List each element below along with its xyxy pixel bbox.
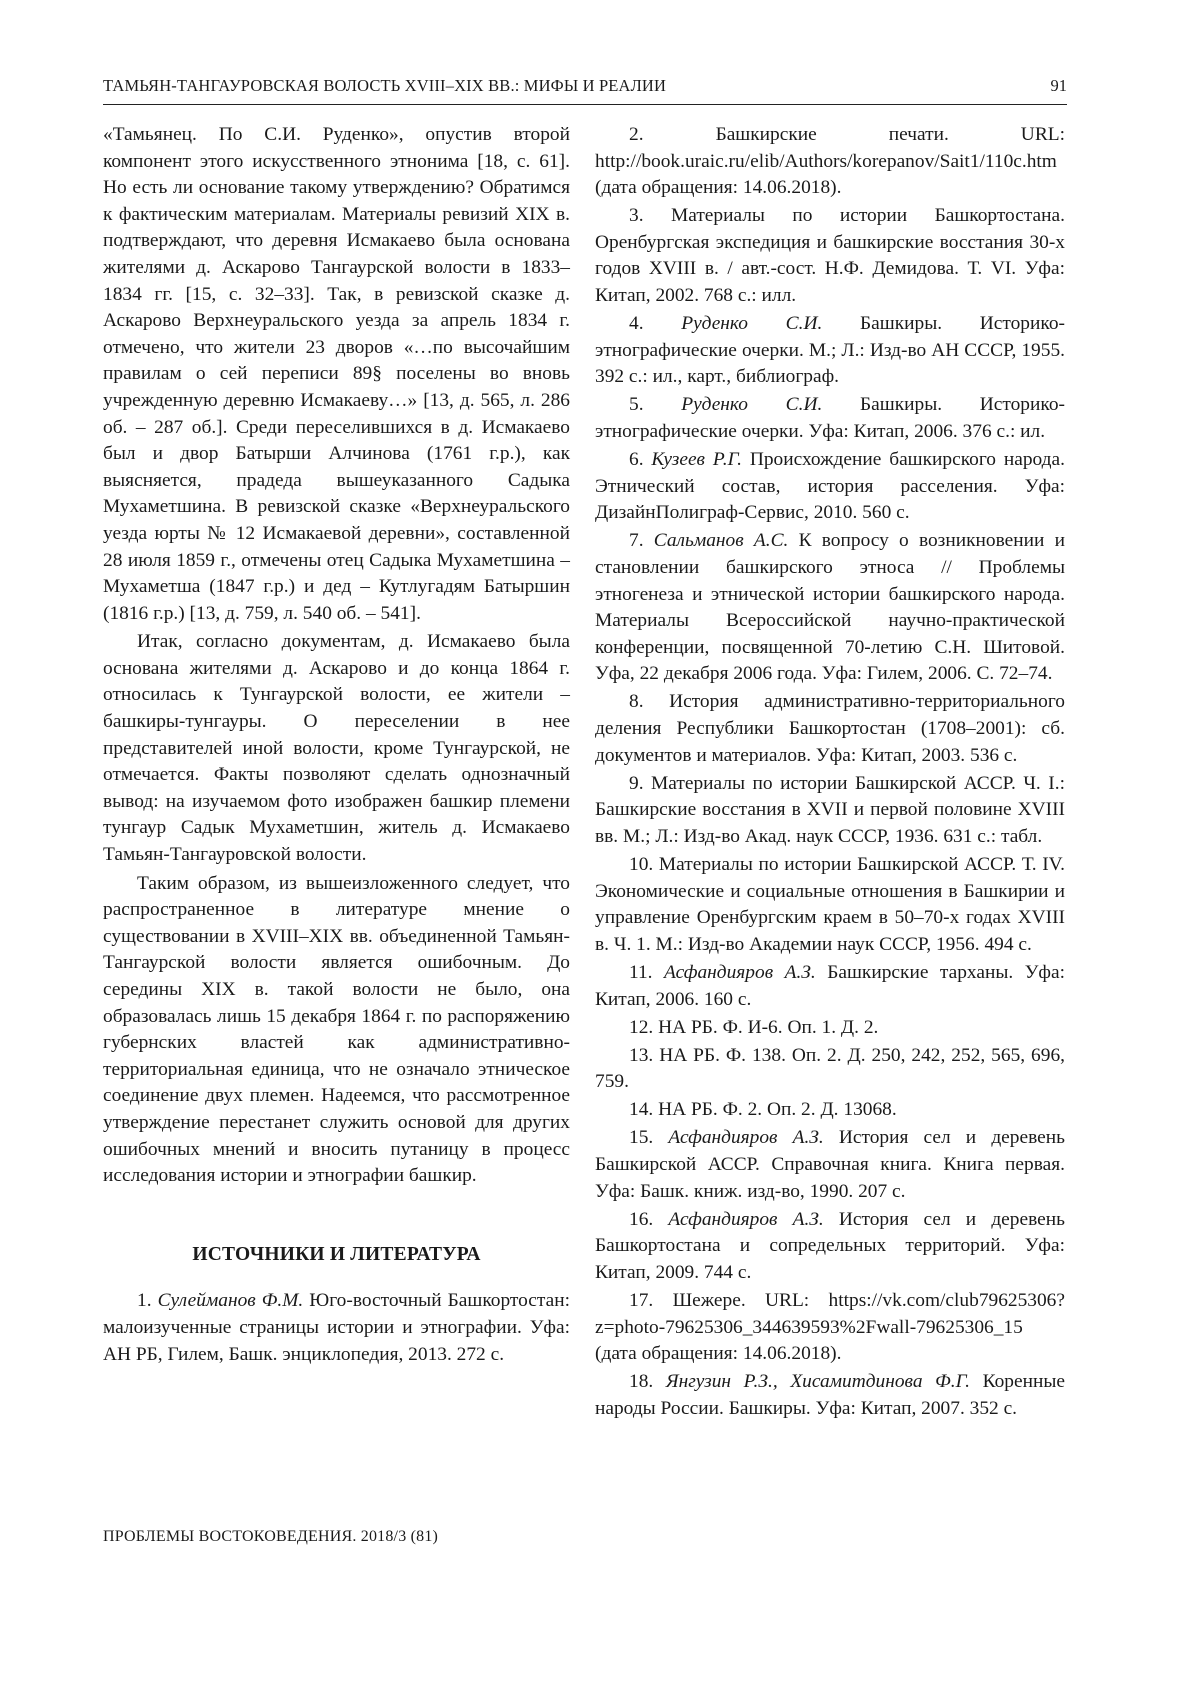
reference-author: Янгузин Р.З., Хисамитдинова Ф.Г.	[665, 1371, 971, 1393]
reference-number: 7.	[629, 530, 644, 552]
reference-text: Материалы по истории Башкирской АССР. Ч. I.: Башкирские восстания в XVII и первой половине XVIII вв. М.; Л.: Изд-во Акад. наук СССР, 1936. 631 с.: табл.	[595, 772, 1065, 847]
reference-number: 6.	[629, 449, 644, 471]
reference-item	[595, 1288, 1065, 1368]
reference-list-right	[595, 122, 1065, 1423]
reference-author: Сулейманов Ф.М.	[157, 1290, 304, 1312]
reference-item	[595, 1369, 1065, 1422]
reference-author: Асфандияров А.З.	[664, 961, 816, 983]
journal-footer: ПРОБЛЕМЫ ВОСТОКОВЕДЕНИЯ. 2018/3 (81)	[103, 1528, 439, 1545]
reference-text: Башкирские печати. URL: http://book.uraic.ru/elib/Authors/korepanov/Sait1/110c.htm (дата обращения: 14.06.2018).	[595, 124, 1065, 199]
running-header	[103, 76, 1067, 105]
reference-author: Сальманов А.С.	[653, 530, 789, 552]
reference-text: К вопросу о возникновении и становлении башкирского этноса // Проблемы этногенеза и этнической истории башкирского народа. Материалы Всероссийской научно-практической конференции, посвященной 70-летию С.Н. Шитовой. Уфа, 22 декабря 2006 года. Уфа: Гилем, 2006. С. 72–74.	[595, 530, 1065, 685]
reference-item	[595, 122, 1065, 202]
reference-text: Башкиры. Историко-этнографические очерки. М.; Л.: Изд-во АН СССР, 1955. 392 с.: ил., карт., библиограф.	[595, 313, 1065, 388]
body-paragraph: «Тамьянец. По С.И. Руденко», опустив второй компонент этого искусственного этнонима [18, с. 61]. Но есть ли основание такому утверждению? Обратимся к фактическим материалам. Материалы ревизий XIX в. подтверждают, что деревня Исмакаево была основана жителями д. Аскарово Тангаурской волости в 1833–1834 гг. [15, с. 32–33]. Так, в ревизской сказке д. Аскарово Верхнеуральского уезда за апрель 1834 г. отмечено, что жители 23 дворов «…по высочайшим правилам о сей переписи 89§ поселены во вновь учрежденную деревню Исмакаеву…» [13, д. 565, л. 286 об. – 287 об.]. Среди переселившихся в д. Исмакаево был и двор Батырши Алчинова (1761 г.р.), как выясняется, прадеда вышеуказанного Садыка Мухаметшина. В ревизской сказке «Верхнеуральского уезда юрты № 12 Исмакаевой деревни», составленной 28 июля 1859 г., отмечены отец Садыка Мухаметшина – Мухаметша (1847 г.р.) и дед – Кутлугадям Батыршин (1816 г.р.) [13, д. 759, л. 540 об. – 541].	[103, 124, 570, 624]
reference-number: 9.	[629, 772, 644, 794]
body-paragraph: Итак, согласно документам, д. Исмакаево была основана жителями д. Аскарово и до конца 1864 г. относилась к Тунгаурской волости, ее жители – башкиры-тунгауры. О переселении в нее представителей иной волости, кроме Тунгаурской, не отмечается. Факты позволяют сделать однозначный вывод: на изучаемом фото изображен башкир племени тунгаур Садык Мухаметшин, житель д. Исмакаево Тамьян-Тангауровской волости.	[103, 631, 570, 866]
reference-item	[595, 311, 1065, 391]
reference-number: 14.	[629, 1099, 654, 1121]
reference-text: НА РБ. Ф. И-6. Оп. 1. Д. 2.	[658, 1016, 879, 1038]
reference-item	[595, 689, 1065, 769]
reference-text: НА РБ. Ф. 138. Оп. 2. Д. 250, 242, 252, 565, 696, 759.	[595, 1044, 1065, 1093]
reference-item	[595, 1015, 1065, 1042]
reference-author: Руденко С.И.	[681, 313, 823, 335]
reference-item	[595, 392, 1065, 445]
reference-item	[595, 1097, 1065, 1124]
reference-item	[595, 852, 1065, 958]
reference-text: Материалы по истории Башкирской АССР. Т. IV. Экономические и социальные отношения в Башкирии и управление Оренбургским краем в 50–70-х годах XVIII в. Ч. 1. М.: Изд-во Академии наук СССР, 1956. 494 с.	[595, 854, 1065, 955]
reference-item	[595, 1043, 1065, 1096]
reference-item	[595, 447, 1065, 527]
reference-text: История сел и деревень Башкирской АССР. Справочная книга. Книга первая. Уфа: Башк. книж. изд-во, 1990. 207 с.	[595, 1127, 1065, 1202]
reference-text: Башкиры. Историко-этнографические очерки. Уфа: Китап, 2006. 376 с.: ил.	[595, 394, 1065, 443]
reference-number: 12.	[629, 1016, 654, 1038]
reference-text: Происхождение башкирского народа. Этнический состав, история расселения. Уфа: ДизайнПолиграф-Сервис, 2010. 560 с.	[595, 449, 1065, 524]
reference-item	[595, 1125, 1065, 1205]
reference-number: 10.	[629, 854, 654, 876]
reference-text: Башкирские тарханы. Уфа: Китап, 2006. 160 с.	[595, 961, 1065, 1010]
sources-heading: ИСТОЧНИКИ И ЛИТЕРАТУРА	[192, 1243, 481, 1265]
reference-author: Кузеев Р.Г.	[651, 449, 742, 471]
reference-number: 4.	[629, 313, 644, 335]
reference-text: Материалы по истории Башкортостана. Оренбургская экспедиция и башкирские восстания 30-х годов XVIII в. / авт.-сост. Н.Ф. Демидова. Т. VI. Уфа: Китап, 2002. 768 с.: илл.	[595, 205, 1065, 307]
reference-text: НА РБ. Ф. 2. Оп. 2. Д. 13068.	[658, 1099, 897, 1121]
reference-text: История административно-территориального деления Республики Башкортостан (1708–2001): сб. документов и материалов. Уфа: Китап, 2003. 536 с.	[595, 691, 1065, 766]
reference-text: Шежере. URL: https://vk.com/club79625306?z=photo-79625306_344639593%2Fwall-79625306_15 (дата обращения: 14.06.2018).	[595, 1290, 1065, 1365]
reference-number: 2.	[629, 124, 644, 145]
reference-number: 11.	[629, 961, 653, 983]
reference-number: 17.	[629, 1290, 654, 1312]
reference-number: 5.	[629, 394, 644, 416]
right-column	[595, 122, 1065, 1424]
reference-text: История сел и деревень Башкортостана и сопредельных территорий. Уфа: Китап, 2009. 744 с.	[595, 1208, 1065, 1283]
reference-number: 13.	[629, 1044, 654, 1066]
body-paragraph: Таким образом, из вышеизложенного следует, что распространенное в литературе мнение о существовании в XVIII–XIX вв. объединенной Тамьян-Тангаурской волости является ошибочным. До середины XIX в. такой волости не было, она образовалась лишь 15 декабря 1864 г. по распоряжению губернских властей как административно-территориальная единица, что не означало этническое соединение двух племен. Надеемся, что рассмотренное утверждение перестанет служить основой для других ошибочных мнений и вносить путаницу в процесс исследования истории и этнографии башкир.	[103, 872, 570, 1187]
running-title: ТАМЬЯН-ТАНГАУРОВСКАЯ ВОЛОСТЬ XVIII–XIX ВВ.: МИФЫ И РЕАЛИИ	[103, 76, 667, 95]
reference-item	[595, 960, 1065, 1013]
reference-author: Руденко С.И.	[681, 394, 823, 416]
reference-author: Асфандияров А.З.	[668, 1127, 824, 1149]
reference-number: 15.	[629, 1127, 654, 1149]
reference-author: Асфандияров А.З.	[668, 1208, 824, 1230]
reference-number: 18.	[629, 1371, 654, 1393]
reference-number: 3.	[629, 205, 644, 227]
left-column	[103, 122, 570, 1370]
reference-item	[595, 1207, 1065, 1287]
page-number: 91	[1050, 76, 1067, 95]
reference-text: Юго-восточный Башкортостан: малоизученные страницы истории и этнографии. Уфа: АН РБ, Гилем, Башк. энциклопедия, 2013. 272 с.	[103, 1290, 570, 1365]
reference-item	[595, 203, 1065, 309]
reference-list-left	[103, 1288, 570, 1368]
reference-item	[595, 771, 1065, 851]
reference-number: 1.	[137, 1290, 152, 1312]
reference-item	[595, 528, 1065, 688]
reference-number: 16.	[629, 1208, 654, 1230]
reference-item	[103, 1288, 570, 1368]
reference-number: 8.	[629, 691, 644, 713]
reference-text: Коренные народы России. Башкиры. Уфа: Китап, 2007. 352 с.	[595, 1371, 1065, 1419]
